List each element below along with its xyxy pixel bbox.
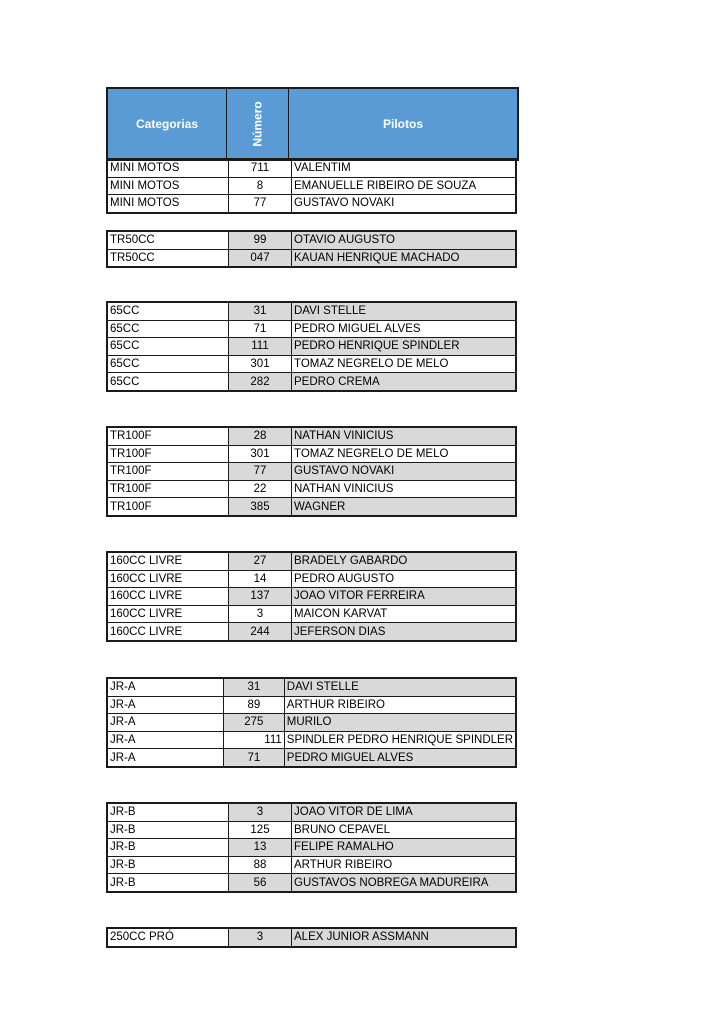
pilot-cell[interactable]: GUSTAVO NOVAKI <box>292 195 517 213</box>
category-cell[interactable]: 250CC PRÓ <box>107 928 229 947</box>
header-numero <box>227 89 289 159</box>
header-categorias: Categorias <box>108 89 227 159</box>
category-cell[interactable]: 65CC <box>107 373 229 391</box>
pilot-cell[interactable]: JOAO VITOR DE LIMA <box>292 803 517 821</box>
category-cell[interactable]: 160CC LIVRE <box>107 623 229 641</box>
pilot-cell[interactable]: MURILO <box>284 714 516 732</box>
table-row <box>107 821 516 839</box>
category-cell[interactable]: JR-B <box>107 874 229 892</box>
number-cell[interactable]: 8 <box>229 177 292 195</box>
table-row <box>107 231 516 249</box>
category-cell[interactable]: 65CC <box>107 355 229 373</box>
pilot-cell[interactable]: NATHAN VINICIUS <box>292 427 517 445</box>
table-header <box>106 87 519 161</box>
category-cell[interactable]: 65CC <box>107 302 229 320</box>
number-cell[interactable]: 125 <box>229 821 292 839</box>
table-row <box>107 445 516 463</box>
number-cell[interactable]: 385 <box>229 498 292 516</box>
category-cell[interactable]: 65CC <box>107 338 229 356</box>
table-row <box>107 552 516 570</box>
table-row <box>107 839 516 857</box>
pilot-cell[interactable]: FELIPE RAMALHO <box>292 839 517 857</box>
pilot-cell[interactable]: PEDRO CREMA <box>292 373 517 391</box>
number-cell[interactable]: 3 <box>229 803 292 821</box>
category-cell[interactable]: 65CC <box>107 320 229 338</box>
category-cell[interactable]: JR-B <box>107 839 229 857</box>
table-row <box>107 338 516 356</box>
pilot-cell[interactable]: MAICON KARVAT <box>292 605 517 623</box>
pilot-cell[interactable]: WAGNER <box>292 498 517 516</box>
category-cell[interactable]: JR-A <box>107 678 223 696</box>
pilot-cell[interactable]: BRADELY GABARDO <box>292 552 517 570</box>
table-row <box>107 427 516 445</box>
number-cell[interactable]: 711 <box>229 159 292 177</box>
category-cell[interactable]: TR100F <box>107 445 229 463</box>
pilot-cell[interactable]: BRUNO CEPAVEL <box>292 821 517 839</box>
category-cell[interactable]: 160CC LIVRE <box>107 588 229 606</box>
number-cell[interactable]: 301 <box>229 445 292 463</box>
category-group-table <box>106 802 517 893</box>
number-cell[interactable]: 14 <box>229 570 292 588</box>
number-cell[interactable]: 71 <box>223 749 284 767</box>
category-group-table <box>106 158 517 214</box>
pilot-cell[interactable]: TOMAZ NEGRELO DE MELO <box>292 445 517 463</box>
category-cell[interactable]: 160CC LIVRE <box>107 605 229 623</box>
category-cell[interactable]: 160CC LIVRE <box>107 570 229 588</box>
category-cell[interactable]: JR-A <box>107 731 223 749</box>
number-cell[interactable]: 99 <box>229 231 292 249</box>
category-group-table <box>106 677 517 768</box>
pilot-cell[interactable]: VALENTIM <box>292 159 517 177</box>
number-cell[interactable]: 88 <box>229 856 292 874</box>
pilot-cell[interactable]: JOAO VITOR FERREIRA <box>292 588 517 606</box>
category-cell[interactable]: MINI MOTOS <box>107 177 229 195</box>
category-group-table <box>106 927 517 948</box>
category-group-table <box>106 551 517 642</box>
category-cell[interactable]: JR-A <box>107 714 223 732</box>
category-cell[interactable]: JR-A <box>107 749 223 767</box>
number-cell[interactable]: 3 <box>229 928 292 947</box>
number-cell[interactable]: 111 <box>223 731 284 749</box>
table-row <box>107 714 516 732</box>
pilot-cell[interactable]: TOMAZ NEGRELO DE MELO <box>292 355 517 373</box>
number-cell[interactable]: 282 <box>229 373 292 391</box>
number-cell[interactable]: 27 <box>229 552 292 570</box>
category-cell[interactable]: JR-A <box>107 696 223 714</box>
category-cell[interactable]: TR100F <box>107 480 229 498</box>
category-cell[interactable]: MINI MOTOS <box>107 195 229 213</box>
pilot-cell[interactable]: DAVI STELLE <box>284 678 516 696</box>
pilot-cell[interactable]: NATHAN VINICIUS <box>292 480 517 498</box>
number-cell[interactable]: 111 <box>229 338 292 356</box>
pilot-cell[interactable]: SPINDLER PEDRO HENRIQUE SPINDLER <box>284 731 516 749</box>
number-cell[interactable]: 71 <box>229 320 292 338</box>
category-group-table <box>106 230 517 268</box>
table-row <box>107 177 516 195</box>
number-cell[interactable]: 301 <box>229 355 292 373</box>
table-row <box>107 856 516 874</box>
table-row <box>107 249 516 267</box>
table-row <box>107 731 516 749</box>
number-cell[interactable]: 13 <box>229 839 292 857</box>
category-cell[interactable]: TR50CC <box>107 249 229 267</box>
table-row <box>107 463 516 481</box>
table-row <box>107 605 516 623</box>
number-cell[interactable]: 77 <box>229 195 292 213</box>
pilot-cell[interactable]: DAVI STELLE <box>292 302 517 320</box>
category-group-table <box>106 301 517 392</box>
number-cell[interactable]: 89 <box>223 696 284 714</box>
category-cell[interactable]: TR100F <box>107 427 229 445</box>
category-cell[interactable]: JR-B <box>107 803 229 821</box>
number-cell[interactable]: 28 <box>229 427 292 445</box>
pilot-cell[interactable]: PEDRO MIGUEL ALVES <box>292 320 517 338</box>
table-row <box>107 928 516 947</box>
table-row <box>107 159 516 177</box>
pilot-cell[interactable]: PEDRO MIGUEL ALVES <box>284 749 516 767</box>
category-cell[interactable]: TR100F <box>107 498 229 516</box>
pilot-cell[interactable]: KAUAN HENRIQUE MACHADO <box>292 249 517 267</box>
table-row <box>107 874 516 892</box>
number-cell[interactable]: 22 <box>229 480 292 498</box>
pilot-cell[interactable]: EMANUELLE RIBEIRO DE SOUZA <box>292 177 517 195</box>
pilot-cell[interactable]: JEFERSON DIAS <box>292 623 517 641</box>
pilot-cell[interactable]: GUSTAVOS NOBREGA MADUREIRA <box>292 874 517 892</box>
table-row <box>107 803 516 821</box>
header-pilotos: Pilotos <box>382 117 423 131</box>
category-cell[interactable]: MINI MOTOS <box>107 159 229 177</box>
category-cell[interactable]: TR100F <box>107 463 229 481</box>
table-row <box>107 570 516 588</box>
table-row <box>107 498 516 516</box>
number-cell[interactable]: 31 <box>223 678 284 696</box>
pilot-cell[interactable]: PEDRO AUGUSTO <box>292 570 517 588</box>
table-row <box>107 678 516 696</box>
pilot-cell[interactable]: GUSTAVO NOVAKI <box>292 463 517 481</box>
category-cell[interactable]: JR-B <box>107 821 229 839</box>
pilot-cell[interactable]: ALEX JUNIOR ASSMANN <box>292 928 517 947</box>
header-numero-label: Número <box>250 101 265 147</box>
number-cell[interactable]: 244 <box>229 623 292 641</box>
number-cell[interactable]: 77 <box>229 463 292 481</box>
number-cell[interactable]: 3 <box>229 605 292 623</box>
table-row <box>107 355 516 373</box>
category-cell[interactable]: 160CC LIVRE <box>107 552 229 570</box>
category-cell[interactable]: TR50CC <box>107 231 229 249</box>
table-row <box>107 480 516 498</box>
table-row <box>107 588 516 606</box>
pilot-cell[interactable]: OTAVIO AUGUSTO <box>292 231 517 249</box>
table-row <box>107 302 516 320</box>
number-cell[interactable]: 137 <box>229 588 292 606</box>
table-row <box>107 320 516 338</box>
table-row <box>107 195 516 213</box>
pilot-cell[interactable]: ARTHUR RIBEIRO <box>292 856 517 874</box>
number-cell[interactable]: 31 <box>229 302 292 320</box>
table-row <box>107 623 516 641</box>
table-row <box>107 749 516 767</box>
table-row <box>107 373 516 391</box>
pilot-cell[interactable]: ARTHUR RIBEIRO <box>284 696 516 714</box>
pilot-cell[interactable]: PEDRO HENRIQUE SPINDLER <box>292 338 517 356</box>
number-cell[interactable]: 047 <box>229 249 292 267</box>
number-cell[interactable]: 275 <box>223 714 284 732</box>
category-group-table <box>106 426 517 517</box>
number-cell[interactable]: 56 <box>229 874 292 892</box>
category-cell[interactable]: JR-B <box>107 856 229 874</box>
table-row <box>107 696 516 714</box>
